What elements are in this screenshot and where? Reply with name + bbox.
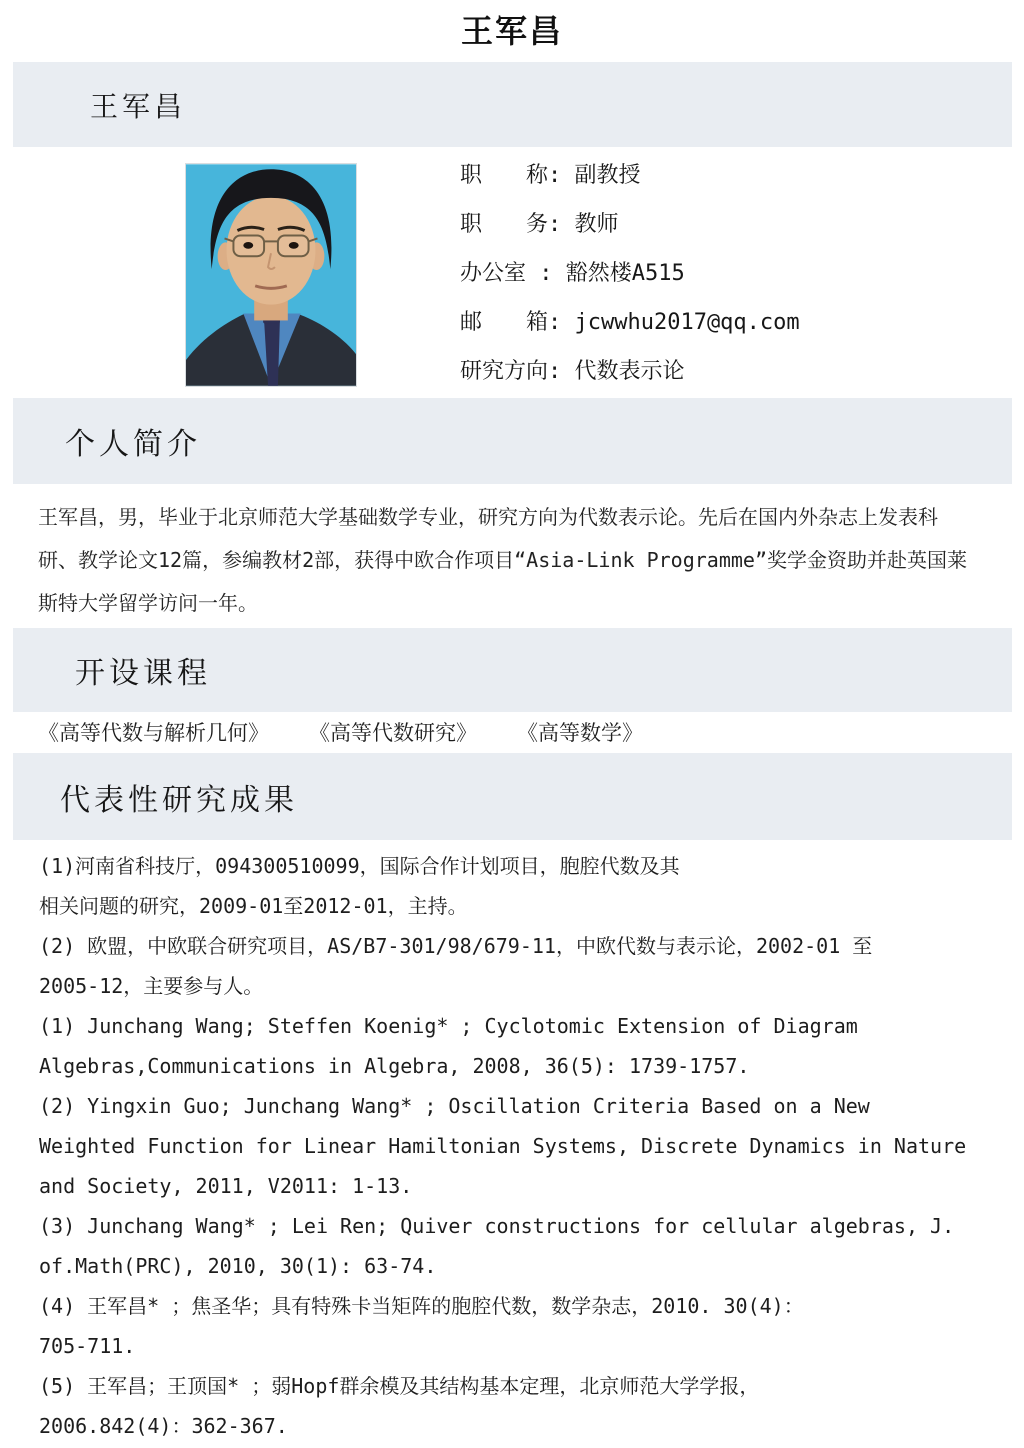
achievement-text-line: 2005-12，主要参与人。 <box>39 974 264 998</box>
profile-info-line: 邮 箱: jcwwhu2017@qq.com <box>460 310 800 335</box>
page-title: 王军昌 <box>460 13 563 49</box>
name-banner <box>13 62 1012 147</box>
intro-text-line: 斯特大学留学访问一年。 <box>38 591 258 615</box>
eye <box>243 242 253 249</box>
course-item: 《高等代数与解析几何》 <box>38 721 269 745</box>
achievement-text-line: (1)河南省科技厅，094300510099，国际合作计划项目，胞腔代数及其 <box>39 854 680 878</box>
achievement-text-line: of.Math(PRC), 2010, 30(1): 63-74. <box>39 1254 437 1278</box>
profile-info-list <box>460 151 800 396</box>
portrait-photo-illustration <box>186 164 356 386</box>
profile-info-line: 办公室 : 豁然楼A515 <box>460 261 685 286</box>
achievement-text-line: 705-711. <box>39 1334 136 1358</box>
intro-text-line: 王军昌，男，毕业于北京师范大学基础数学专业，研究方向为代数表示论。先后在国内外杂志上发表科 <box>38 505 938 529</box>
achievement-text-line: 2006.842(4)：362-367. <box>39 1414 288 1438</box>
intro-paragraph <box>38 496 1016 625</box>
course-item: 《高等代数研究》 <box>309 721 477 745</box>
section-title: 个人简介 <box>65 428 201 461</box>
profile-info-line: 职 称: 副教授 <box>460 163 641 188</box>
achievement-text-line: Weighted Function for Linear Hamiltonian Systems, Discrete Dynamics in Nature <box>39 1134 967 1158</box>
profile-photo <box>185 163 357 387</box>
section-header-intro <box>13 398 1012 484</box>
profile-info-line: 研究方向: 代数表示论 <box>460 359 685 384</box>
eye <box>289 242 299 249</box>
achievement-text-line: (5) 王军昌；王顶国* ；弱Hopf群余模及其结构基本定理，北京师范大学学报， <box>39 1374 760 1398</box>
achievement-text-line: (2) Yingxin Guo; Junchang Wang* ; Oscillation Criteria Based on a New <box>39 1094 870 1118</box>
achievement-text-line: (3) Junchang Wang* ; Lei Ren; Quiver constructions for cellular algebras, J. <box>39 1214 955 1238</box>
section-header-achievements <box>13 753 1012 840</box>
profile-info-line: 职 务: 教师 <box>460 212 619 237</box>
profile-name: 王军昌 <box>90 91 187 123</box>
section-title: 代表性研究成果 <box>60 783 298 817</box>
course-item: 《高等数学》 <box>517 721 643 745</box>
section-title: 开设课程 <box>75 657 211 690</box>
section-header-courses <box>13 628 1012 712</box>
achievement-text-line: (4) 王军昌* ；焦圣华；具有特殊卡当矩阵的胞腔代数，数学杂志，2010. 30(4)： <box>39 1294 804 1318</box>
achievements-list <box>39 846 1017 1446</box>
achievement-text-line: Algebras,Communications in Algebra, 2008, 36(5): 1739-1757. <box>39 1054 750 1078</box>
achievement-text-line: (1) Junchang Wang; Steffen Koenig* ; Cyclotomic Extension of Diagram <box>39 1014 858 1038</box>
intro-text-line: 研、教学论文12篇，参编教材2部，获得中欧合作项目“Asia-Link Programme”奖学金资助并赴英国莱 <box>38 548 967 572</box>
achievement-text-line: (2) 欧盟，中欧联合研究项目，AS/B7-301/98/679-11，中欧代数与表示论，2002-01 至 <box>39 934 873 958</box>
achievement-text-line: 相关问题的研究，2009-01至2012-01，主持。 <box>39 894 468 918</box>
achievement-text-line: and Society, 2011, V2011: 1-13. <box>39 1174 413 1198</box>
courses-list <box>38 716 1016 750</box>
